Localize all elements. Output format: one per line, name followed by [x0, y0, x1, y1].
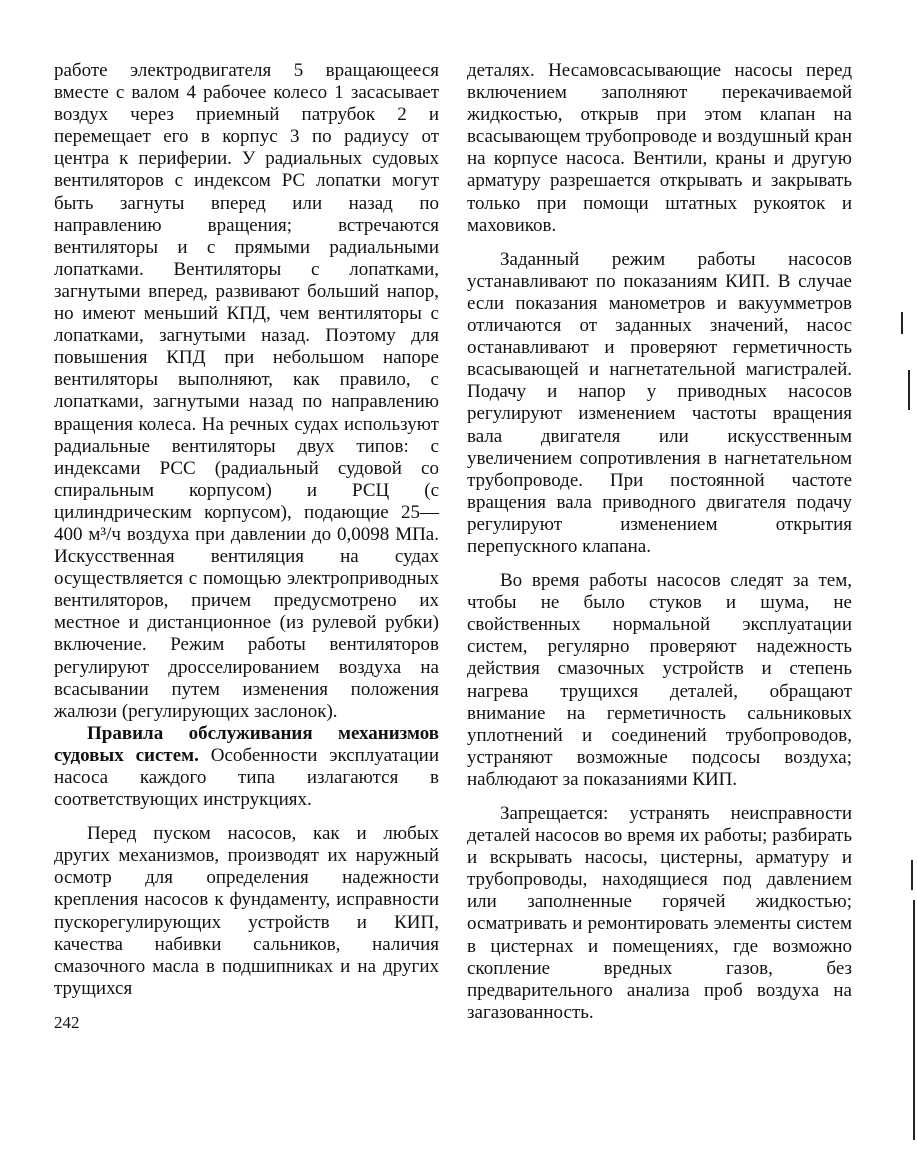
paragraph-ventilator-description: работе электродвигателя 5 вращающееся вместе с валом 4 рабочее колесо 1 засасывает воздух через приемный патрубок 2 и перемещает его в корпус 3 по радиусу от центра к периферии. У радиальных судовых вентиляторов с индексом РС лопатки могут быть загнуты вперед или назад по направлению вращения; встречаются вентиляторы и с прямыми радиальными лопатками. Вентиляторы с лопатками, загнутыми вперед, развивают больший напор, но имеют меньший КПД, чем вентиляторы с лопатками, загнутыми назад. Поэтому для повышения КПД при небольшом напоре вентиляторы выполняют, как правило, с лопатками, загнутыми назад по направлению вращения колеса. На речных судах используют радиальные вентиляторы двух типов: с индексами РСС (радиальный судовой со спиральным корпусом) и РСЦ (с цилиндрическим корпусом), подающие 25—400 м³/ч воздуха при давлении до 0,0098 МПа. Искусственная вентиляция на судах осуществляется с помощью электроприводных вентиляторов, причем предусмотрено их местное и дистанционное (из рулевой рубки) включение. Режим работы вентиляторов регулируют дросселированием воздуха на всасывании путем изменения положения жалюзи (регулирующих заслонок).: [54, 60, 439, 722]
scan-edge-mark: [908, 370, 910, 410]
section-heading-maintenance-rules: Правила обслуживания механизмов судовых систем.: [54, 722, 439, 766]
maintenance-rules-body: Особенности эксплуатации насоса каждого типа излагаются в соответствующих инструкциях.: [54, 744, 439, 811]
scan-edge-mark: [913, 900, 915, 1140]
left-text-column: [54, 60, 439, 1000]
right-text-column: [467, 60, 852, 1024]
scan-edge-mark: [911, 860, 913, 890]
page-number: 242: [54, 1013, 80, 1032]
paragraph-monitoring: Во время работы насосов следят за тем, чтобы не было стуков и шума, не свойственных нормальной эксплуатации систем, регулярно проверяют надежность действия смазочных устройств и степень нагрева трущихся деталей, обращают внимание на герметичность сальниковых уплотнений и соединений трубопроводов, устраняют возможные подсосы воздуха; наблюдают за показаниями КИП.: [467, 570, 852, 790]
paragraph-maintenance-rules: [54, 723, 439, 811]
paragraph-prohibitions: Запрещается: устранять неисправности деталей насосов во время их работы; разбирать и вскрывать насосы, цистерны, арматуру и трубопроводы, находящиеся под давлением или заполненные горячей жидкостью; осматривать и ремонтировать элементы систем в цистернах и помещениях, где возможно скопление вредных газов, без предварительного анализа проб воздуха на загазованность.: [467, 803, 852, 1023]
scan-edge-mark: [901, 312, 903, 334]
paragraph-operating-mode: Заданный режим работы насосов устанавливают по показаниям КИП. В случае если показания манометров и вакуумметров отличаются от заданных значений, насос останавливают и проверяют герметичность всасывающей и нагнетательной магистралей. Подачу и напор у приводных насосов регулируют изменением частоты вращения вала двигателя или искусственным увеличением сопротивления в нагнетательном трубопроводе. При постоянной частоте вращения вала приводного двигателя подачу регулируют изменением открытия перепускного клапана.: [467, 248, 852, 557]
paragraph-pre-start-inspection: Перед пуском насосов, как и любых других механизмов, производят их наружный осмотр для определения надежности крепления насосов к фундаменту, исправности пускорегулирующих устройств и КИП, качества набивки сальников, наличия смазочного масла в подшипниках и на других трущихся: [54, 823, 439, 999]
paragraph-priming-pumps: деталях. Несамовсасывающие насосы перед включением заполняют перекачиваемой жидкостью, открыв при этом клапан на всасывающем трубопроводе и воздушный кран на корпусе насоса. Вентили, краны и другую арматуру разрешается открывать и закрывать только при помощи штатных рукояток и маховиков.: [467, 60, 852, 236]
